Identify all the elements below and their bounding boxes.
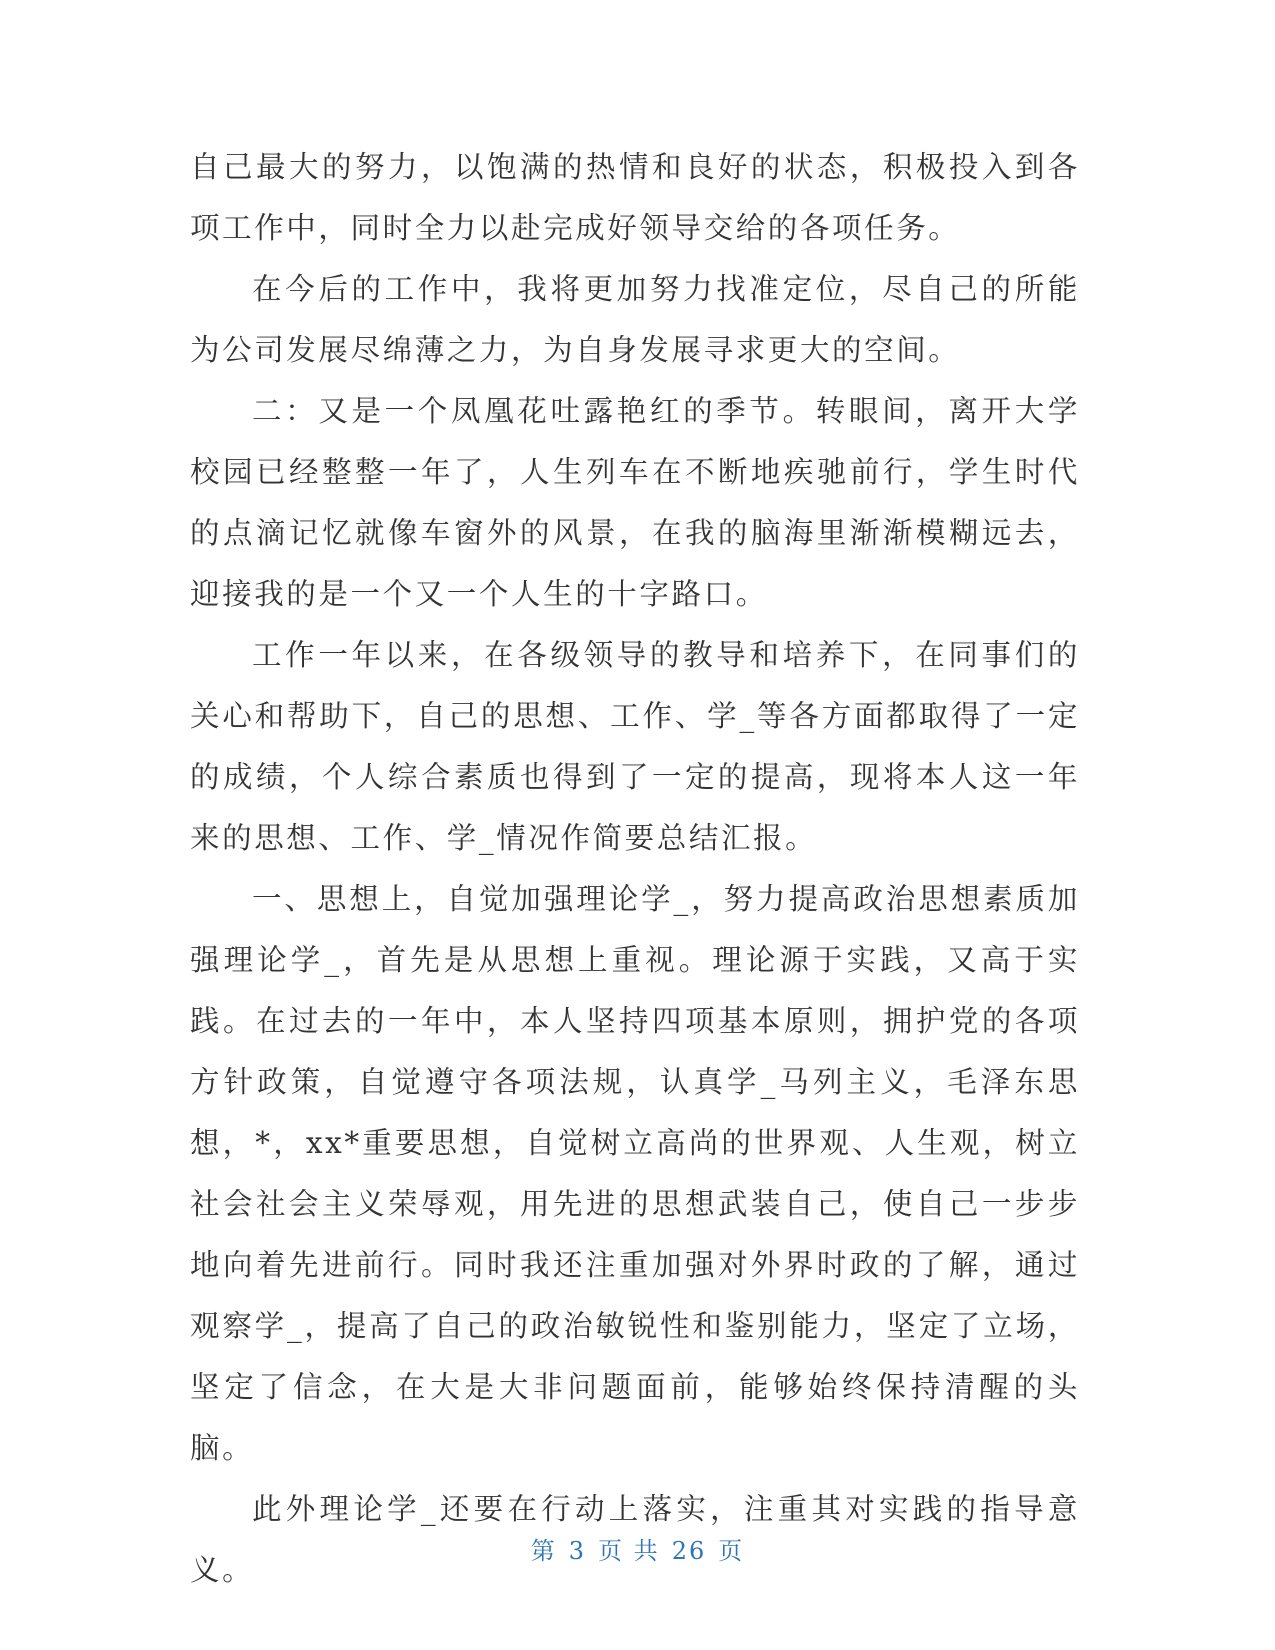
paragraph-1: 自己最大的努力，以饱满的热情和良好的状态，积极投入到各项工作中，同时全力以赴完成好领导交给的各项任务。 xyxy=(190,150,1080,245)
paragraph-3: 二：又是一个凤凰花吐露艳红的季节。转眼间，离开大学校园已经整整一年了，人生列车在不断地疾驰前行，学生时代的点滴记忆就像车窗外的风景，在我的脑海里渐渐模糊远去，迎接我的是一个又一个人生的十字路口。 xyxy=(190,394,1080,611)
paragraph-4: 工作一年以来，在各级领导的教导和培养下，在同事们的关心和帮助下，自己的思想、工作、学_等各方面都取得了一定的成绩，个人综合素质也得到了一定的提高，现将本人这一年来的思想、工作、学_情况作简要总结汇报。 xyxy=(190,638,1080,855)
paragraph-5: 一、思想上，自觉加强理论学_，努力提高政治思想素质加强理论学_，首先是从思想上重视。理论源于实践，又高于实践。在过去的一年中，本人坚持四项基本原则，拥护党的各项方针政策，自觉遵守各项法规，认真学_马列主义，毛泽东思想，*，xx*重要思想，自觉树立高尚的世界观、人生观，树立社会社会主义荣辱观，用先进的思想武装自己，使自己一步步地向着先进前行。同时我还注重加强对外界时政的了解，通过观察学_，提高了自己的政治敏锐性和鉴别能力，坚定了立场，坚定了信念，在大是大非问题面前，能够始终保持清醒的头脑。 xyxy=(190,882,1080,1465)
total-pages-number: 26 xyxy=(671,1537,707,1565)
paragraph-6: 此外理论学_还要在行动上落实，注重其对实践的指导意义。 xyxy=(190,1492,1080,1587)
paragraph-2: 在今后的工作中，我将更加努力找准定位，尽自己的所能为公司发展尽绵薄之力，为自身发展寻求更大的空间。 xyxy=(190,272,1080,367)
footer-suffix: 页 xyxy=(718,1537,745,1565)
footer-prefix: 第 xyxy=(530,1537,557,1565)
page-number-footer xyxy=(0,1536,1275,1566)
document-body xyxy=(190,137,1080,1601)
footer-mid: 页 共 xyxy=(598,1537,660,1565)
current-page-number: 3 xyxy=(568,1537,587,1565)
